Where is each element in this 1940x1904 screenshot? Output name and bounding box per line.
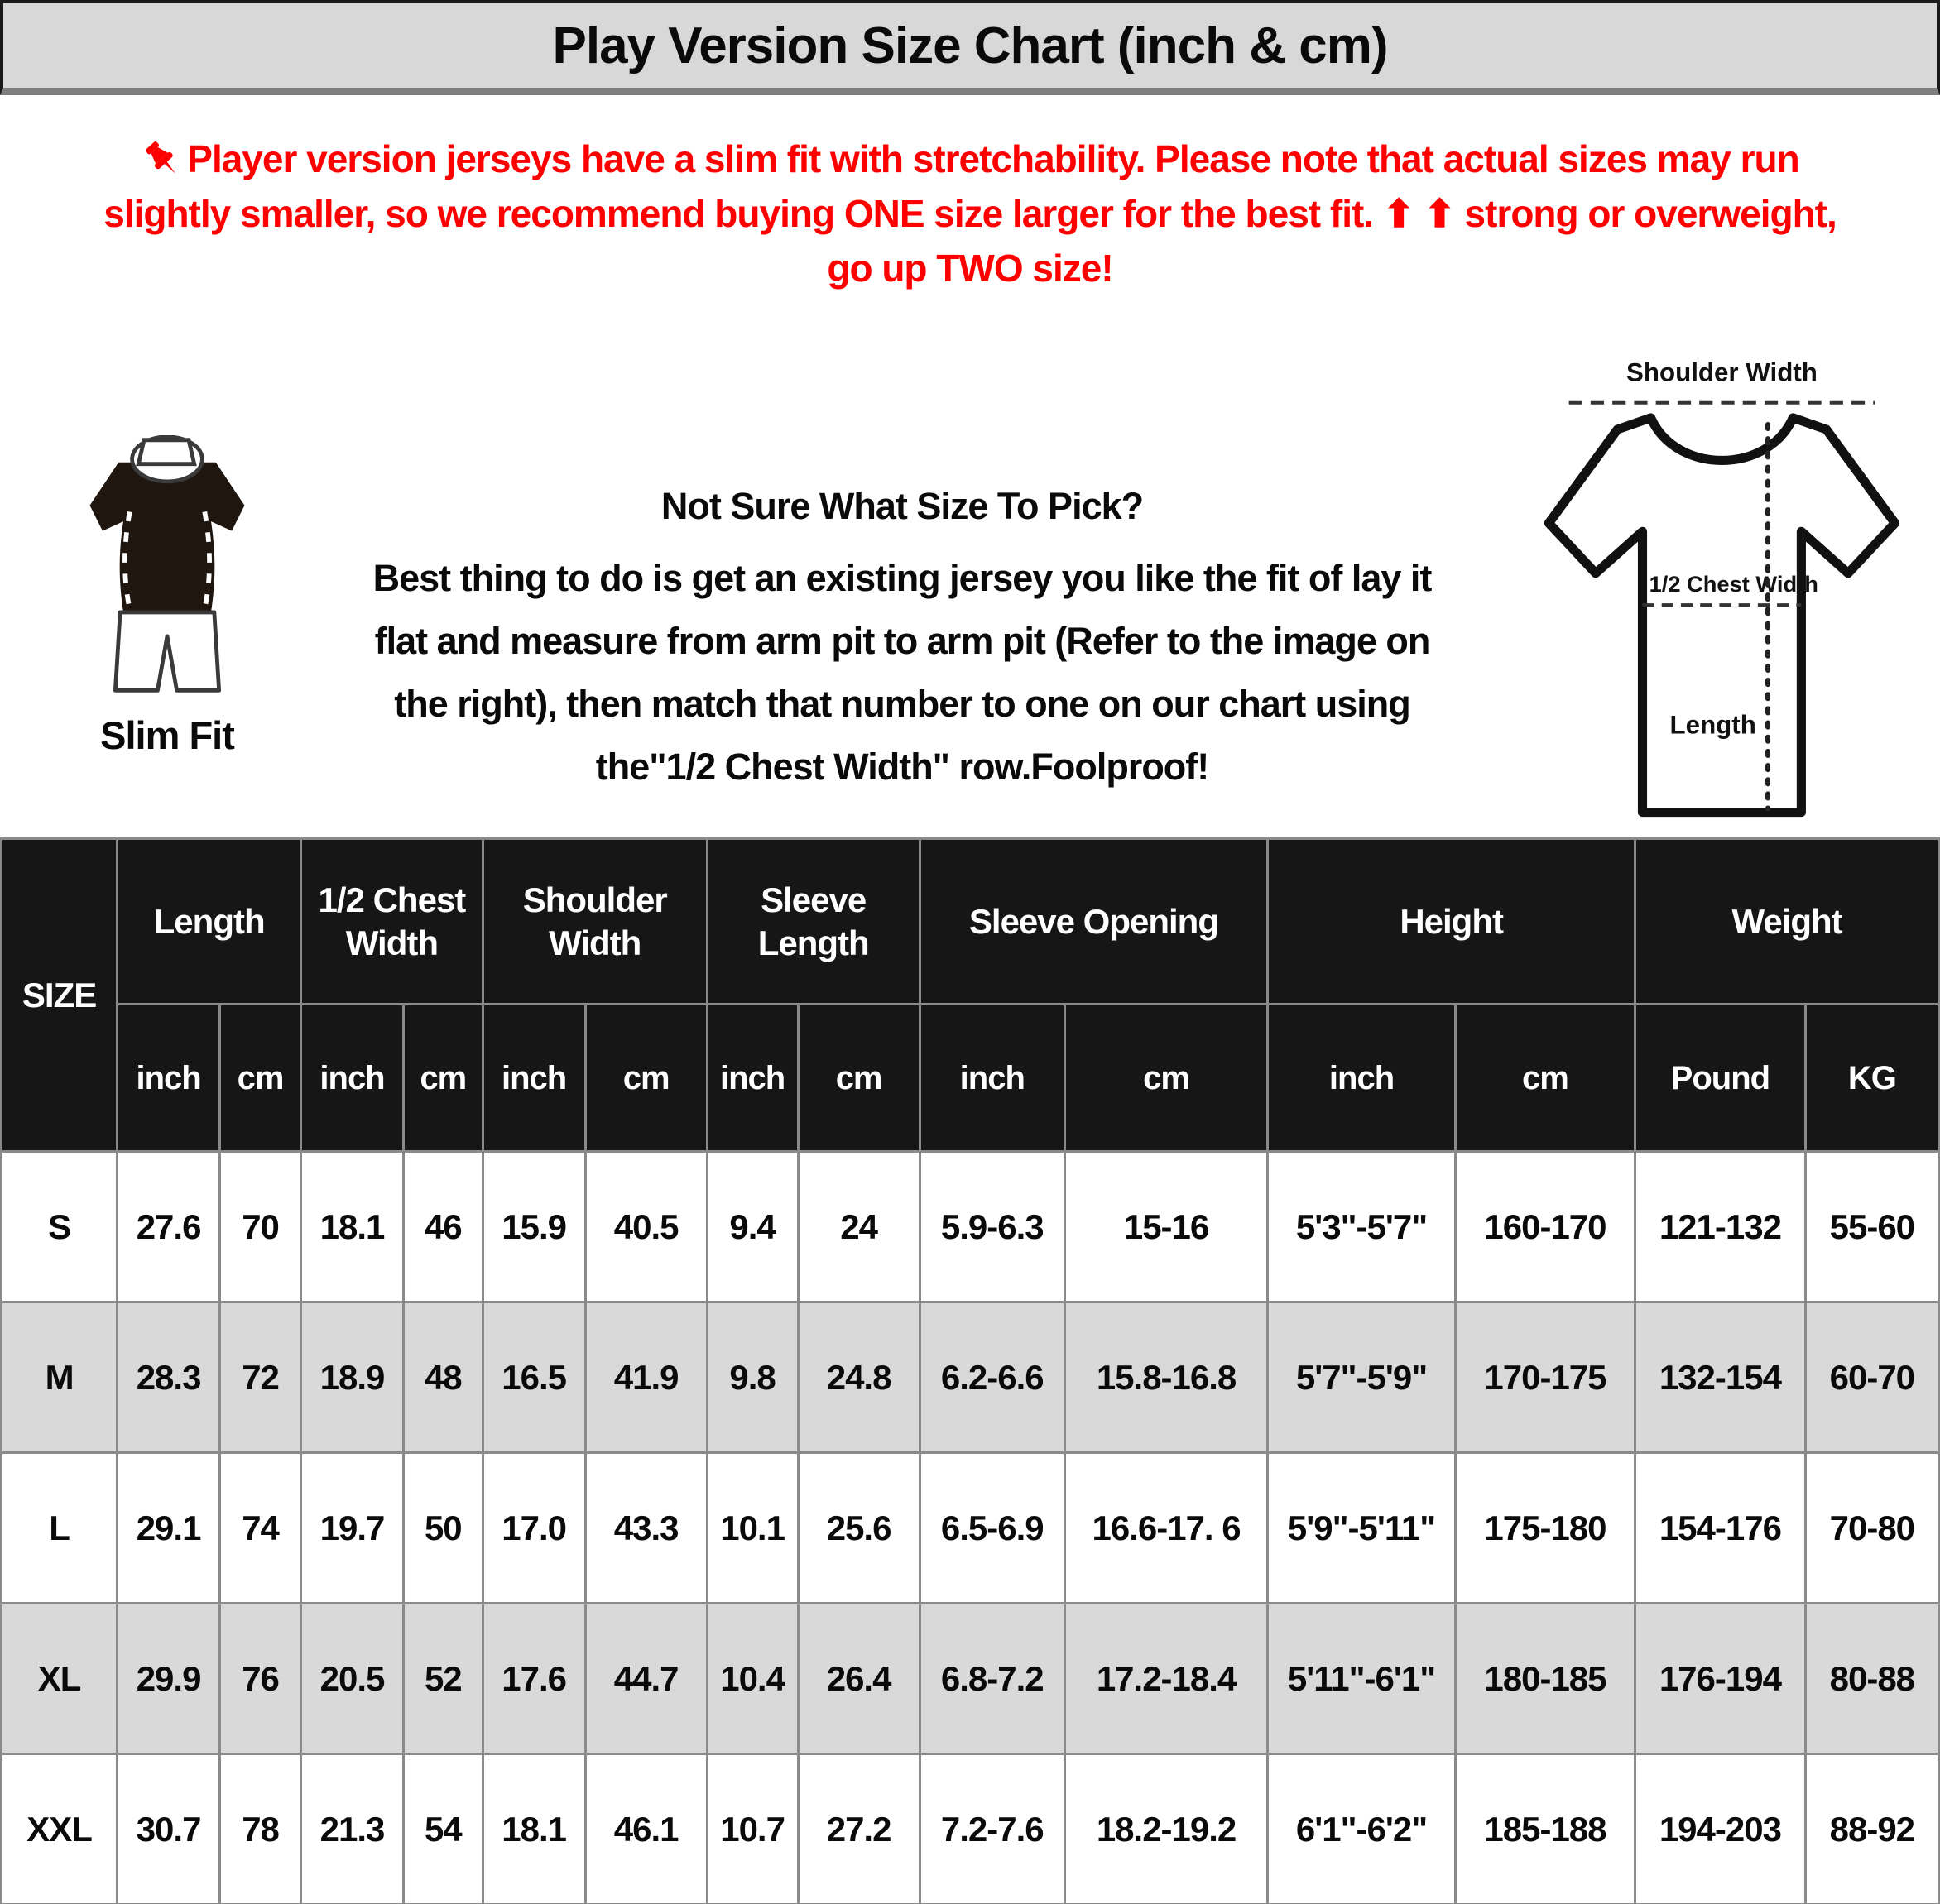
table-row [2,1604,1939,1754]
value-cell: 15-16 [1064,1152,1267,1302]
value-cell: 88-92 [1805,1754,1938,1904]
value-cell: 76 [219,1604,300,1754]
col-group-sleeve-length: Sleeve Length [707,839,920,1005]
value-cell: 17.6 [483,1604,585,1754]
notice-line-2 [0,186,1940,241]
value-cell: 180-185 [1455,1604,1635,1754]
unit-header: cm [403,1005,483,1152]
value-cell: 7.2-7.6 [920,1754,1064,1904]
unit-header: inch [483,1005,585,1152]
value-cell: 54 [403,1754,483,1904]
value-cell: 78 [219,1754,300,1904]
value-cell: 194-203 [1635,1754,1806,1904]
value-cell: 28.3 [118,1302,220,1453]
value-cell: 10.7 [707,1754,798,1904]
value-cell: 60-70 [1805,1302,1938,1453]
unit-header: cm [219,1005,300,1152]
notice-line-3 [0,241,1940,295]
size-cell: XL [2,1604,118,1754]
unit-header: cm [1455,1005,1635,1152]
half-chest-width-label: 1/2 Chest Width [1649,570,1818,597]
value-cell: 5'3"-5'7" [1268,1152,1456,1302]
value-cell: 5'7"-5'9" [1268,1302,1456,1453]
value-cell: 50 [403,1453,483,1604]
value-cell: 9.4 [707,1152,798,1302]
value-cell: 44.7 [585,1604,707,1754]
size-cell: XXL [2,1754,118,1904]
value-cell: 27.2 [798,1754,920,1904]
value-cell: 70-80 [1805,1453,1938,1604]
size-chart-body [2,1152,1939,1904]
value-cell: 21.3 [301,1754,404,1904]
unit-header: inch [118,1005,220,1152]
value-cell: 17.2-18.4 [1064,1604,1267,1754]
size-chart-table [0,837,1940,1904]
value-cell: 170-175 [1455,1302,1635,1453]
value-cell: 25.6 [798,1453,920,1604]
value-cell: 29.9 [118,1604,220,1754]
value-cell: 41.9 [585,1302,707,1453]
value-cell: 29.1 [118,1453,220,1604]
value-cell: 48 [403,1302,483,1453]
unit-header: inch [707,1005,798,1152]
notice-text: slightly smaller, so we recommend buying ONE size larger for the best fit. ⬆ ⬆ strong or overweight, [103,192,1837,235]
unit-header: inch [301,1005,404,1152]
value-cell: 5.9-6.3 [920,1152,1064,1302]
value-cell: 154-176 [1635,1453,1806,1604]
value-cell: 55-60 [1805,1152,1938,1302]
value-cell: 176-194 [1635,1604,1806,1754]
value-cell: 175-180 [1455,1453,1635,1604]
value-cell: 46 [403,1152,483,1302]
value-cell: 72 [219,1302,300,1453]
slim-fit-label: Slim Fit [100,713,234,757]
size-cell: M [2,1302,118,1453]
value-cell: 10.4 [707,1604,798,1754]
value-cell: 9.8 [707,1302,798,1453]
value-cell: 17.0 [483,1453,585,1604]
col-group-half-chest-width: 1/2 Chest Width [301,839,483,1005]
sizing-guide [0,299,1940,837]
measurement-diagram [1517,348,1935,842]
value-cell: 6'1"-6'2" [1268,1754,1456,1904]
col-group-height: Height [1268,839,1635,1005]
value-cell: 15.8-16.8 [1064,1302,1267,1453]
value-cell: 5'11"-6'1" [1268,1604,1456,1754]
table-row [2,1453,1939,1604]
value-cell: 26.4 [798,1604,920,1754]
value-cell: 80-88 [1805,1604,1938,1754]
slim-fit-figure [43,435,291,758]
size-cell: S [2,1152,118,1302]
value-cell: 18.2-19.2 [1064,1754,1267,1904]
notice-text: go up TWO size! [827,247,1113,290]
guide-heading: Not Sure What Size To Pick? [660,485,1144,527]
value-cell: 46.1 [585,1754,707,1904]
title-bar [0,0,1940,95]
value-cell: 30.7 [118,1754,220,1904]
value-cell: 6.2-6.6 [920,1302,1064,1453]
value-cell: 24.8 [798,1302,920,1453]
value-cell: 18.1 [301,1152,404,1302]
value-cell: 18.1 [483,1754,585,1904]
value-cell: 132-154 [1635,1302,1806,1453]
value-cell: 185-188 [1455,1754,1635,1904]
value-cell: 24 [798,1152,920,1302]
unit-header: cm [585,1005,707,1152]
table-row [2,1152,1939,1302]
value-cell: 18.9 [301,1302,404,1453]
tshirt-diagram-icon [1517,348,1935,837]
guide-body-line: the"1/2 Chest Width" row.Foolproof! [595,746,1209,788]
col-group-weight: Weight [1635,839,1939,1005]
value-cell: 74 [219,1453,300,1604]
value-cell: 6.5-6.9 [920,1453,1064,1604]
value-cell: 6.8-7.2 [920,1604,1064,1754]
unit-header: cm [1064,1005,1267,1152]
value-cell: 43.3 [585,1453,707,1604]
unit-header: cm [798,1005,920,1152]
pushpin-icon [141,137,184,180]
slim-fit-icon [51,435,283,698]
unit-header: KG [1805,1005,1938,1152]
col-header-size: SIZE [2,839,118,1152]
value-cell: 52 [403,1604,483,1754]
table-row [2,1754,1939,1904]
value-cell: 20.5 [301,1604,404,1754]
value-cell: 121-132 [1635,1152,1806,1302]
value-cell: 19.7 [301,1453,404,1604]
length-label: Length [1669,710,1756,740]
page-title: Play Version Size Chart (inch & cm) [552,17,1388,74]
fit-notice [0,95,1940,299]
value-cell: 40.5 [585,1152,707,1302]
unit-header: inch [920,1005,1064,1152]
col-group-sleeve-opening: Sleeve Opening [920,839,1268,1005]
value-cell: 15.9 [483,1152,585,1302]
value-cell: 16.5 [483,1302,585,1453]
notice-line-1 [0,132,1940,186]
sizing-guide-text [306,484,1498,799]
value-cell: 160-170 [1455,1152,1635,1302]
guide-body-line: flat and measure from arm pit to arm pit (Refer to the image on [374,620,1430,662]
col-group-shoulder-width: Shoulder Width [483,839,707,1005]
col-group-length: Length [118,839,301,1005]
value-cell: 27.6 [118,1152,220,1302]
guide-body-line: the right), then match that number to one on our chart using [394,683,1410,725]
size-cell: L [2,1453,118,1604]
value-cell: 10.1 [707,1453,798,1604]
unit-header: Pound [1635,1005,1806,1152]
unit-header: inch [1268,1005,1456,1152]
notice-text: Player version jerseys have a slim fit with stretchability. Please note that actual sizes may run [187,137,1799,180]
shoulder-width-label: Shoulder Width [1625,357,1818,387]
size-chart-header [2,839,1939,1152]
value-cell: 70 [219,1152,300,1302]
value-cell: 16.6-17. 6 [1064,1453,1267,1604]
table-row [2,1302,1939,1453]
value-cell: 5'9"-5'11" [1268,1453,1456,1604]
guide-body-line: Best thing to do is get an existing jersey you like the fit of lay it [372,557,1432,599]
